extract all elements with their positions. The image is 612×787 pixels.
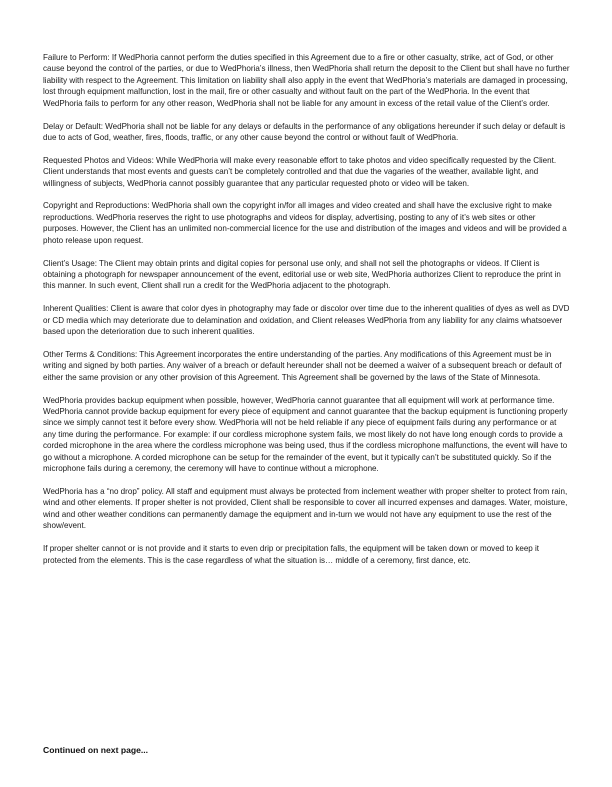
paragraph-no-drop-policy: WedPhoria has a “no drop” policy. All staff and equipment must always be protected from inclement weather with proper shelter to protect from rain, wind and other elements. If proper shelter is not provided, Client shall be responsible to cover all incurred expenses and damages. Water, moisture, wind and other weather conditions can permanently damage the equipment and in-turn we would not have any equipment to use the rest of the show/event. [43,486,568,531]
paragraph-copyright: Copyright and Reproductions: WedPhoria shall own the copyright in/for all images and video created and shall have the exclusive right to make reproductions. WedPhoria reserves the right to use photographs and videos for display, advertising, posting to any of it’s web sites or other purposes. However, the Client has an unlimited non-commercial licence for the use and distribution of the images and videos and will be provided a photo release upon request. [43,201,567,245]
paragraph-delay-or-default: Delay or Default: WedPhoria shall not be liable for any delays or defaults in the performance of any obligations hereunder if such delay or default is due to acts of God, weather, fires, floods, traffic, or any other cause beyond the control or without fault of WedPhoria. [43,121,566,143]
paragraph-proper-shelter: If proper shelter cannot or is not provide and it starts to even drip or precipitation falls, the equipment will be taken down or moved to keep it protected from the elements. This is the case regardless of what the situation is… middle of a ceremony, first dance, etc. [43,544,540,565]
contract-page-body [43,52,571,577]
paragraph-requested-photos: Requested Photos and Videos: While WedPhoria will make every reasonable effort to take photos and video specifically requested by the Client. Client understands that most events and guests can’t be completely controlled and that due the vagaries of the weather, available light, and willingness of subjects, WedPhoria cannot possibly guarantee that any particular requested photo or video will be taken. [43,155,557,188]
paragraph-backup-equipment: WedPhoria provides backup equipment when possible, however, WedPhoria cannot guarantee that all equipment will work at performance time. WedPhoria cannot provide backup equipment for every piece of equipment and cannot guarantee that the backup equipment is functioning properly since we simply cannot test it before every show. WedPhoria will not be held reliable if any piece of equipment fails during any performance or at any time during the performance. For example: if our cordless microphone system fails, we most likely do not have long enough cords to provide a corded microphone in the area where the cordless microphone was being used, thus if the cordless microphone malfunctions, the event will have to go without a microphone. A corded microphone can be setup for the remainder of the event, but it typically can’t be substituted quickly. So if the microphone fails during a ceremony, the ceremony will have to continue without a microphone. [43,395,568,474]
paragraph-failure-to-perform: Failure to Perform: If WedPhoria cannot perform the duties specified in this Agreement due to a fire or other casualty, strike, act of God, or other cause beyond the control of the parties, or due to WedPhoria’s illness, then WedPhoria shall return the deposit to the Client but shall have no further liability with respect to the Agreement. This limitation on liability shall also apply in the event that WedPhoria’s materials are damaged in processing, lost through equipment malfunction, lost in the mail, fire or other casualty and without fault on the part of the WedPhoria. In the event that WedPhoria fails to perform for any other reason, WedPhoria shall not be liable for any amount in excess of the retail value of the Client’s order. [43,53,570,108]
paragraph-inherent-qualities: Inherent Qualities: Client is aware that color dyes in photography may fade or discolor over time due to the inherent qualities of dyes as well as DVD or CD media which may deteriorate due to delamination and oxidation, and Client releases WedPhoria from any liability for any claims whatsoever based upon the deterioration due to such inherent qualities. [43,304,570,337]
paragraph-clients-usage: Client’s Usage: The Client may obtain prints and digital copies for personal use only, and shall not sell the photographs or videos. If Client is obtaining a photograph for newspaper announcement of the event, editorial use or web site, WedPhoria authorizes Client to reproduce the print in this manner. In such event, Client shall run a credit for the WedPhoria adjacent to the photograph. [43,258,561,291]
paragraph-other-terms: Other Terms & Conditions: This Agreement incorporates the entire understanding of the parties. Any modifications of this Agreement must be in writing and signed by both parties. Any waiver of a breach or default hereunder shall not be deemed a waiver of a subsequent breach or default of either the same provision or any other provision of this Agreement. This Agreement shall be governed by the laws of the State of Minnesota. [43,349,562,382]
continued-on-next-page: Continued on next page... [43,745,149,755]
